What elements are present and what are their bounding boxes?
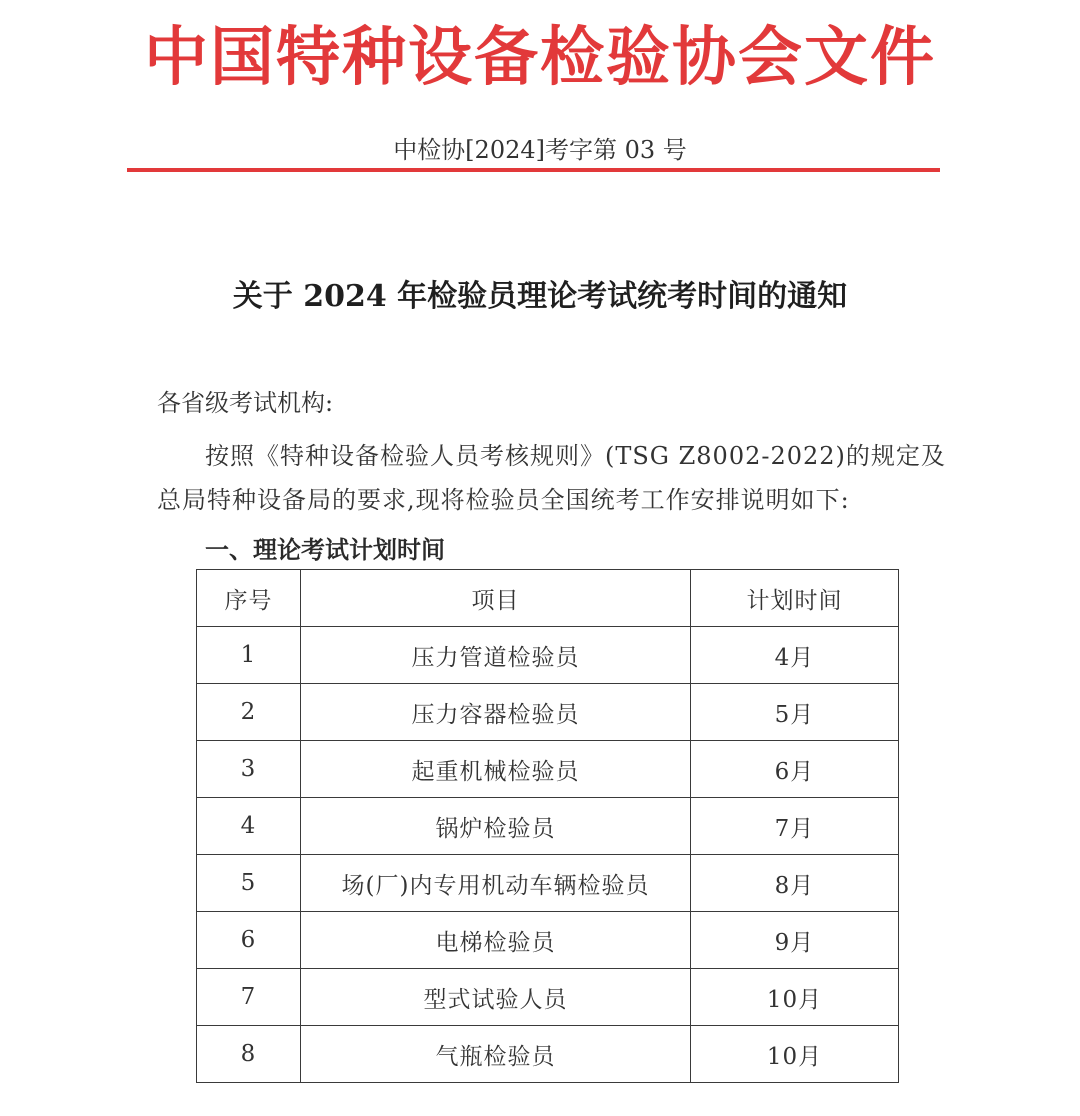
- body-paragraph: [157, 434, 957, 522]
- row-time: 4月: [691, 627, 899, 684]
- table-header-row: [197, 570, 899, 627]
- red-divider-rule: [127, 168, 940, 172]
- row-item: 型式试验人员: [301, 969, 691, 1026]
- table-row: [197, 855, 899, 912]
- row-number: 4: [197, 798, 301, 855]
- row-number: 2: [197, 684, 301, 741]
- table-row: [197, 627, 899, 684]
- row-number: 5: [197, 855, 301, 912]
- column-header-number: 序号: [197, 570, 301, 627]
- column-header-item: 项目: [301, 570, 691, 627]
- row-item: 起重机械检验员: [301, 741, 691, 798]
- row-item: 压力容器检验员: [301, 684, 691, 741]
- salutation: 各省级考试机构:: [157, 389, 334, 417]
- row-time: 5月: [691, 684, 899, 741]
- section-heading: 一、理论考试计划时间: [205, 536, 445, 564]
- row-time: 10月: [691, 969, 899, 1026]
- table-row: [197, 969, 899, 1026]
- table-row: [197, 912, 899, 969]
- row-item: 锅炉检验员: [301, 798, 691, 855]
- paragraph-line-2: 总局特种设备局的要求,现将检验员全国统考工作安排说明如下:: [157, 486, 850, 514]
- row-number: 8: [197, 1026, 301, 1083]
- exam-schedule-table: [196, 569, 899, 1083]
- document-number: 中检协[2024]考字第 03 号: [393, 136, 687, 164]
- paragraph-line-1: 按照《特种设备检验人员考核规则》(TSG Z8002-2022)的规定及: [205, 442, 946, 470]
- row-item: 电梯检验员: [301, 912, 691, 969]
- row-number: 3: [197, 741, 301, 798]
- table-row: [197, 1026, 899, 1083]
- column-header-time: 计划时间: [691, 570, 899, 627]
- table-row: [197, 741, 899, 798]
- row-number: 1: [197, 627, 301, 684]
- row-time: 10月: [691, 1026, 899, 1083]
- row-item: 场(厂)内专用机动车辆检验员: [301, 855, 691, 912]
- row-time: 8月: [691, 855, 899, 912]
- row-time: 9月: [691, 912, 899, 969]
- row-item: 气瓶检验员: [301, 1026, 691, 1083]
- row-time: 6月: [691, 741, 899, 798]
- notice-title: 关于 2024 年检验员理论考试统考时间的通知: [232, 279, 848, 314]
- row-number: 7: [197, 969, 301, 1026]
- row-number: 6: [197, 912, 301, 969]
- row-time: 7月: [691, 798, 899, 855]
- row-item: 压力管道检验员: [301, 627, 691, 684]
- table-row: [197, 684, 899, 741]
- table-row: [197, 798, 899, 855]
- document-masthead: 中国特种设备检验协会文件: [144, 21, 936, 95]
